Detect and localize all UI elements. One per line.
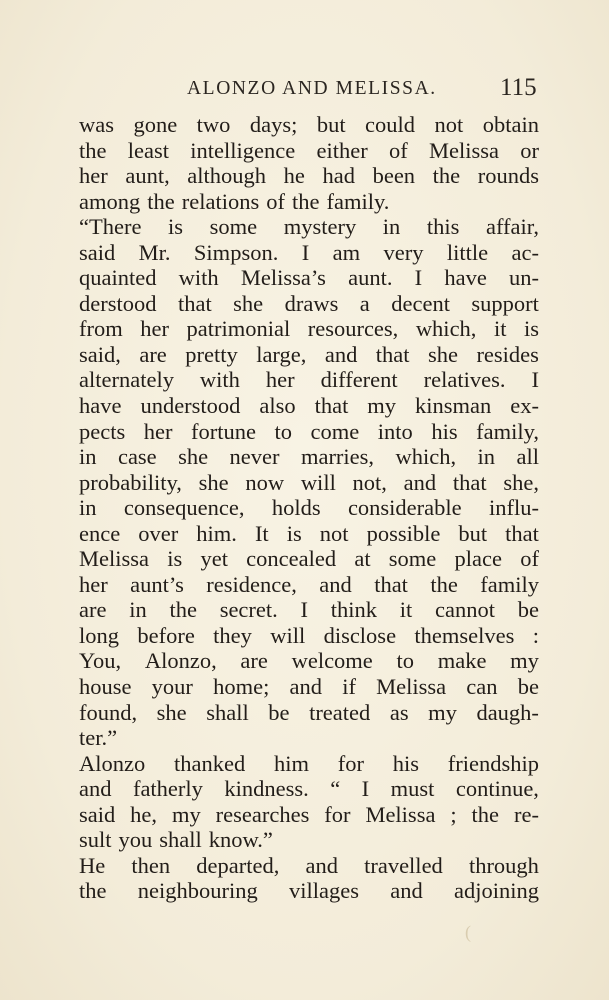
page-header	[0, 74, 609, 104]
text-line	[79, 597, 539, 623]
word: she	[178, 444, 209, 470]
word: she	[427, 341, 458, 367]
text-line	[79, 521, 539, 547]
running-title: ALONZO AND MELISSA.	[187, 78, 437, 99]
word: Melissa	[376, 674, 447, 700]
word: disclose	[323, 622, 397, 648]
word: that	[374, 571, 408, 597]
word: two	[196, 112, 231, 137]
word: with	[199, 367, 240, 393]
word: he,	[130, 801, 158, 827]
word: is	[167, 546, 183, 572]
word: be	[517, 674, 539, 700]
word: shall	[159, 827, 202, 853]
word: very	[383, 239, 424, 265]
word: residence,	[206, 571, 297, 597]
word: ence	[79, 520, 121, 546]
word: in	[129, 597, 147, 623]
word: with	[178, 265, 219, 291]
word: she,	[503, 469, 539, 495]
word: think	[330, 597, 378, 623]
word: I	[414, 265, 423, 291]
text-line	[79, 291, 539, 317]
word: was	[79, 112, 114, 137]
text-line	[79, 163, 539, 189]
word: draws	[284, 290, 339, 316]
word: the	[79, 137, 107, 163]
word: Alonzo,	[144, 648, 217, 674]
word: the	[147, 188, 175, 214]
word: marries,	[300, 444, 375, 470]
word: different	[320, 367, 398, 393]
word: had	[322, 163, 355, 189]
word: over	[138, 520, 179, 546]
word: relatives.	[423, 367, 506, 393]
word: He	[79, 852, 106, 878]
text-line	[79, 112, 539, 138]
word: pects	[79, 418, 126, 444]
text-line	[79, 470, 539, 496]
page-number: 115	[500, 74, 537, 101]
word: come	[310, 418, 360, 444]
word: consequence,	[123, 495, 245, 521]
word: understood	[140, 393, 241, 419]
word: You,	[79, 648, 122, 674]
word: “	[330, 776, 341, 802]
word: in	[477, 444, 496, 470]
word: resources,	[307, 316, 399, 342]
word: and	[79, 776, 112, 802]
text-line	[79, 853, 539, 879]
word: I	[361, 776, 370, 802]
word: large,	[256, 341, 307, 367]
word: know.”	[208, 827, 273, 853]
word: home;	[213, 674, 270, 700]
word: not	[434, 112, 464, 137]
word: her	[140, 316, 169, 342]
word: in	[79, 495, 97, 521]
text-line	[79, 776, 539, 802]
word: before	[137, 622, 195, 648]
word: Melissa	[79, 546, 149, 572]
word: for	[337, 750, 364, 776]
word: can	[466, 674, 498, 700]
word: my	[510, 648, 539, 674]
word: rounds	[477, 163, 539, 189]
text-line	[79, 623, 539, 649]
word: some	[388, 546, 437, 572]
text-line	[79, 240, 539, 266]
word: pretty	[185, 341, 238, 367]
word: as	[389, 699, 409, 725]
word: her	[265, 367, 295, 393]
word: relations	[181, 188, 260, 214]
word: concealed	[246, 546, 337, 572]
word: am	[332, 239, 361, 265]
word: and	[324, 341, 358, 367]
word: holds	[271, 495, 321, 521]
word: patrimonial	[186, 316, 291, 342]
word: themselves	[414, 622, 515, 648]
word: and	[289, 674, 323, 700]
text-line	[79, 419, 539, 445]
word: she	[233, 290, 264, 316]
word: make	[437, 648, 487, 674]
text-line	[79, 265, 539, 291]
word: days;	[249, 112, 298, 137]
word: the	[471, 801, 500, 827]
word: his	[431, 418, 458, 444]
word: gone	[133, 112, 178, 137]
word: her	[79, 163, 108, 189]
word: the	[430, 571, 458, 597]
word: house	[79, 674, 132, 700]
word: family,	[476, 418, 539, 444]
text-line	[79, 674, 539, 700]
text-line	[79, 367, 539, 393]
word: decent	[391, 290, 450, 316]
word: secret.	[219, 597, 278, 623]
text-line	[79, 572, 539, 598]
word: considerable	[347, 495, 462, 521]
word: but	[316, 112, 346, 137]
word: that	[375, 341, 410, 367]
word: ;	[450, 801, 457, 827]
word: the	[169, 597, 197, 623]
word: influ-	[489, 495, 539, 521]
word: welcome	[291, 648, 373, 674]
word: then	[131, 852, 171, 878]
word: cannot	[435, 597, 495, 623]
word: little	[446, 239, 489, 265]
word: of	[266, 188, 285, 214]
word: long	[79, 622, 120, 648]
word: kindness.	[224, 776, 309, 802]
word: researches	[215, 801, 310, 827]
word: Melissa	[365, 801, 436, 827]
word: aunt,	[125, 163, 170, 189]
word: yet	[200, 546, 228, 572]
text-line	[79, 648, 539, 674]
word: friendship	[447, 750, 539, 776]
word: she	[198, 469, 229, 495]
word: her	[143, 418, 173, 444]
word: to	[396, 648, 415, 674]
text-line	[79, 316, 539, 342]
word: ter.”	[79, 725, 118, 751]
word: and	[403, 469, 437, 495]
text-line	[79, 751, 539, 777]
text-line	[79, 189, 539, 215]
word: intelligence	[190, 137, 296, 163]
word: ac-	[511, 239, 539, 265]
word: they	[213, 622, 252, 648]
text-line	[79, 342, 539, 368]
word: also	[259, 393, 296, 419]
word: mystery	[283, 214, 357, 240]
word: thanked	[174, 750, 246, 776]
word: quainted	[79, 265, 157, 291]
text-line	[79, 444, 539, 470]
word: probability,	[79, 469, 182, 495]
word: him	[273, 750, 309, 776]
word: and	[390, 878, 423, 904]
word: Mr.	[138, 239, 171, 265]
text-line	[79, 495, 539, 521]
word: must	[390, 776, 435, 802]
text-line	[79, 802, 539, 828]
word: or	[520, 137, 539, 163]
word: my	[367, 393, 397, 419]
word: shall	[206, 699, 249, 725]
word: that	[452, 469, 487, 495]
word: case	[117, 444, 157, 470]
word: It	[254, 520, 269, 546]
word: I	[301, 239, 310, 265]
word: a	[359, 290, 370, 316]
word: that	[505, 520, 539, 546]
word: the	[291, 188, 320, 214]
word: fortune	[191, 418, 256, 444]
word: which,	[415, 316, 477, 342]
word: support	[471, 290, 539, 316]
word: to	[274, 418, 293, 444]
word: Melissa	[428, 137, 499, 163]
word: said	[79, 801, 116, 827]
word: although	[187, 163, 267, 189]
word: departed,	[196, 852, 280, 878]
word: been	[372, 163, 416, 189]
word: daugh-	[476, 699, 539, 725]
word: are	[79, 597, 107, 623]
word: it	[399, 597, 413, 623]
word: among	[79, 188, 141, 214]
word: the	[432, 163, 461, 189]
word: which,	[395, 444, 457, 470]
word: but	[458, 520, 488, 546]
word: will	[300, 469, 336, 495]
word: treated	[309, 699, 371, 725]
word: either	[316, 137, 368, 163]
word: your	[151, 674, 193, 700]
word: affair,	[485, 214, 539, 240]
word: could	[365, 112, 416, 137]
word: I	[300, 597, 309, 623]
paper-speck: (	[465, 922, 471, 942]
word: have	[79, 393, 122, 419]
word: are	[139, 341, 167, 367]
word: if	[342, 674, 356, 700]
word: are	[240, 648, 268, 674]
body-text	[79, 112, 539, 904]
word: re-	[513, 801, 539, 827]
word: not,	[352, 469, 387, 495]
word: least	[127, 137, 169, 163]
word: in	[382, 214, 401, 240]
word: in	[79, 444, 97, 470]
word: neighbouring	[137, 878, 258, 904]
word: not	[319, 520, 349, 546]
word: and	[319, 571, 352, 597]
word: travelled	[364, 852, 443, 878]
word: the	[79, 878, 107, 904]
word: of	[520, 546, 539, 572]
word: he	[283, 163, 305, 189]
word: for	[324, 801, 351, 827]
word: adjoining	[453, 878, 539, 904]
text-line	[79, 700, 539, 726]
word: be	[268, 699, 290, 725]
word: at	[354, 546, 371, 572]
word: “There	[79, 214, 142, 240]
word: that	[314, 393, 349, 419]
word: now	[245, 469, 285, 495]
word: his	[392, 750, 420, 776]
word: family	[480, 571, 539, 597]
word: alternately	[79, 367, 174, 393]
word: :	[532, 622, 539, 648]
word: is	[523, 316, 539, 342]
word: her	[79, 571, 108, 597]
text-line	[79, 546, 539, 572]
word: and	[305, 852, 338, 878]
word: be	[517, 597, 539, 623]
word: un-	[509, 265, 539, 291]
word: place	[454, 546, 502, 572]
word: family.	[326, 188, 390, 214]
text-line	[79, 878, 539, 904]
word: aunt.	[348, 265, 393, 291]
word: found,	[79, 699, 138, 725]
word: never	[229, 444, 280, 470]
word: it	[493, 316, 507, 342]
word: aunt’s	[130, 571, 184, 597]
text-line	[79, 393, 539, 419]
word: is	[168, 214, 184, 240]
word: fatherly	[132, 776, 203, 802]
word: she	[156, 699, 187, 725]
word: Melissa’s	[240, 265, 326, 291]
word: my	[171, 801, 201, 827]
word: kinsman	[415, 393, 492, 419]
word: Simpson.	[193, 239, 279, 265]
word: all	[516, 444, 539, 470]
word: will	[270, 622, 306, 648]
text-line	[79, 138, 539, 164]
word: villages	[288, 878, 359, 904]
word: possible	[366, 520, 441, 546]
word: obtain	[482, 112, 539, 137]
word: through	[468, 852, 539, 878]
word: into	[377, 418, 413, 444]
word: I	[531, 367, 539, 393]
text-line	[79, 725, 539, 751]
text-line	[79, 827, 539, 853]
word: this	[426, 214, 460, 240]
word: that	[177, 290, 212, 316]
word: from	[79, 316, 123, 342]
word: ex-	[510, 393, 539, 419]
word: continue,	[455, 776, 539, 802]
word: sult	[79, 827, 112, 853]
word: said	[79, 239, 116, 265]
word: my	[428, 699, 457, 725]
word: of	[388, 137, 408, 163]
word: have	[444, 265, 487, 291]
word: derstood	[79, 290, 157, 316]
word: is	[286, 520, 302, 546]
word: said,	[79, 341, 121, 367]
word: you	[118, 827, 153, 853]
word: him.	[196, 520, 237, 546]
word: resides	[476, 341, 539, 367]
word: some	[209, 214, 258, 240]
word: Alonzo	[79, 750, 146, 776]
text-line	[79, 214, 539, 240]
